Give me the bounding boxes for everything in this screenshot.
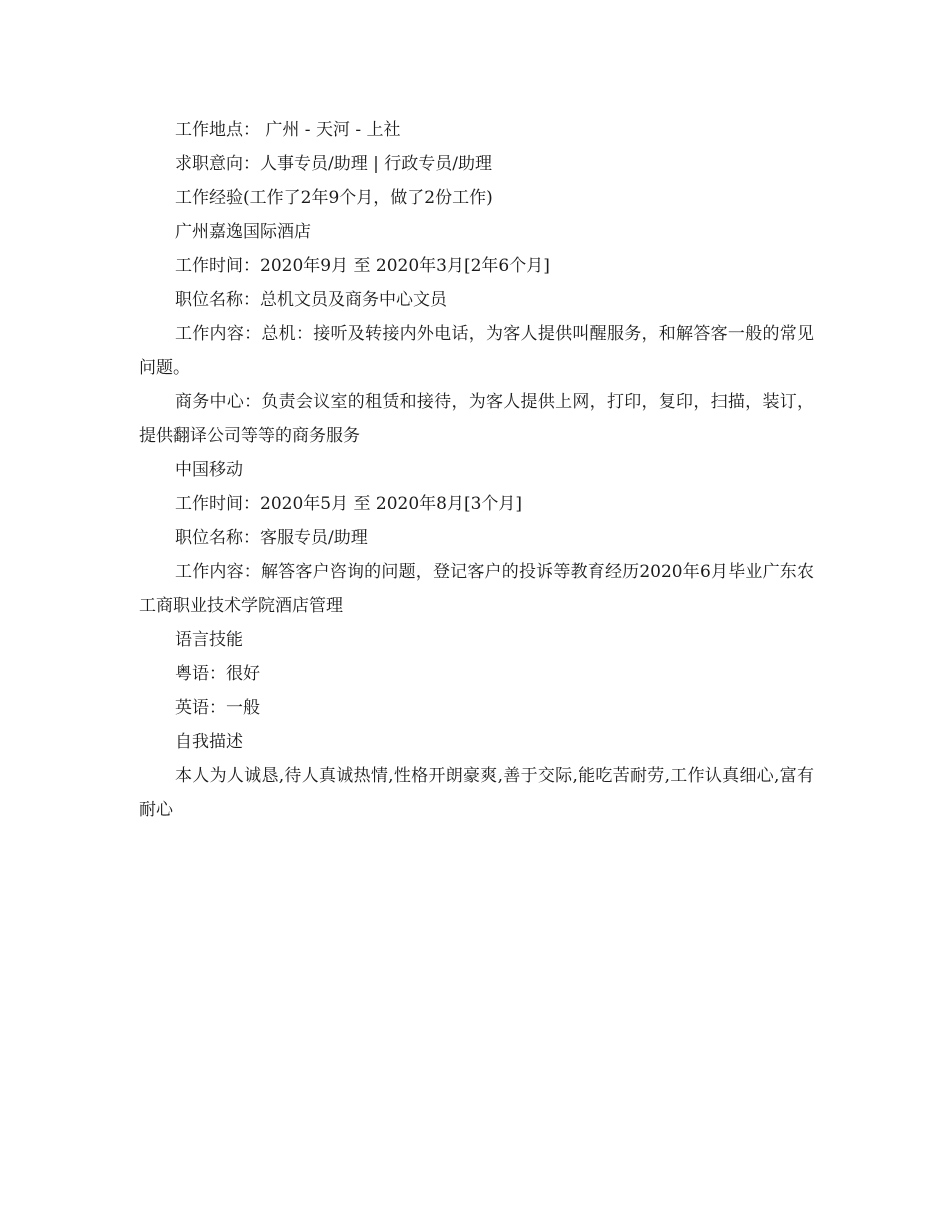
job-duties-2: 工作内容：解答客户咨询的问题，登记客户的投诉等教育经历2020年6月毕业广东农工商职业技术学院酒店管理 bbox=[139, 562, 814, 616]
job-intention-line: 求职意向：人事专员/助理 | 行政专员/助理 bbox=[175, 154, 492, 174]
position-title-1: 职位名称：总机文员及商务中心文员 bbox=[175, 290, 447, 310]
language-skills-heading: 语言技能 bbox=[175, 630, 243, 650]
self-description-text: 本人为人诚恳,待人真诚热情,性格开朗豪爽,善于交际,能吃苦耐劳,工作认真细心,富有耐心 bbox=[139, 766, 814, 820]
employer-name-1: 广州嘉逸国际酒店 bbox=[175, 222, 311, 242]
job-duties-1-continued: 商务中心：负责会议室的租赁和接待，为客人提供上网，打印，复印，扫描，装订，提供翻译公司等等的商务服务 bbox=[139, 392, 814, 446]
resume-body bbox=[139, 113, 814, 827]
employer-name-2: 中国移动 bbox=[175, 460, 243, 480]
work-experience-summary: 工作经验(工作了2年9个月，做了2份工作) bbox=[175, 188, 493, 208]
employment-period-2: 工作时间：2020年5月 至 2020年8月[3个月] bbox=[175, 494, 523, 514]
language-english: 英语：一般 bbox=[175, 698, 260, 718]
work-location-line: 工作地点： 广州 - 天河 - 上社 bbox=[175, 120, 401, 140]
job-duties-1: 工作内容：总机：接听及转接内外电话，为客人提供叫醒服务，和解答客一般的常见问题。 bbox=[139, 324, 814, 378]
self-description-heading: 自我描述 bbox=[175, 732, 243, 752]
position-title-2: 职位名称：客服专员/助理 bbox=[175, 528, 368, 548]
language-cantonese: 粤语：很好 bbox=[175, 664, 260, 684]
employment-period-1: 工作时间：2020年9月 至 2020年3月[2年6个月] bbox=[175, 256, 550, 276]
